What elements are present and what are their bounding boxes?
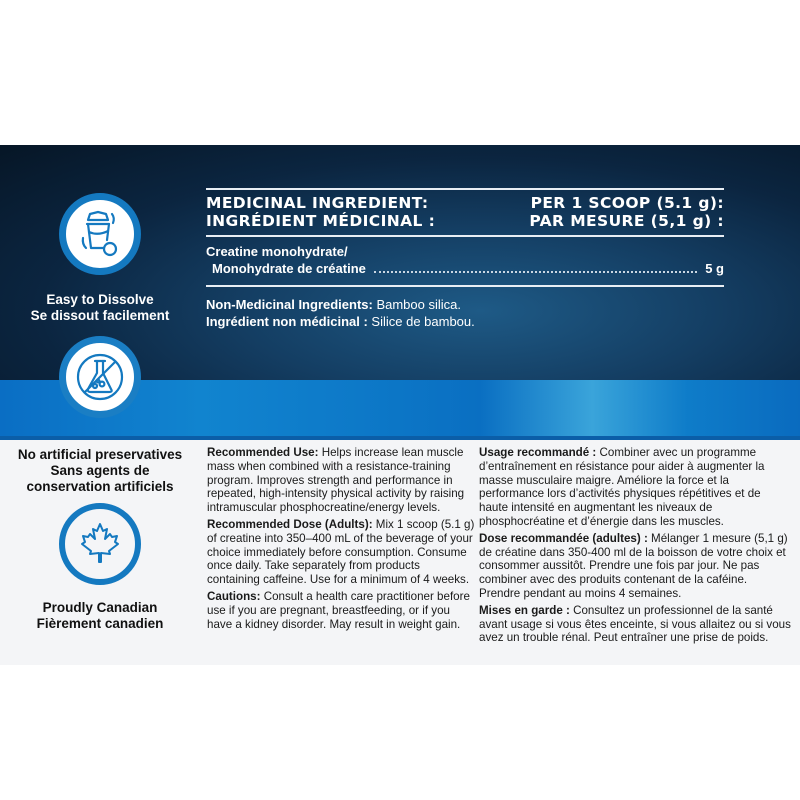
cautions-label-fr: Mises en garde : [479,603,570,617]
feature-no-preservatives-label [5,447,195,495]
ingredient-amount: 5 g [705,261,724,276]
header-medicinal-ingredient-fr: INGRÉDIENT MÉDICINAL : [206,212,436,230]
non-medicinal-en [206,296,724,313]
use-text-en: Helps increase lean muscle mass when combined with a resistance-training program. Improves strength and performance in repeated, high-intensity physical activity by raising intramuscular phosphocreatine/energy levels. [207,446,465,515]
feature-label-en: No artificial preservatives [17,447,183,462]
feature-easy-dissolve-label [5,292,195,324]
feature-label-fr: Se dissout facilement [30,308,170,323]
feature-label-fr-1: Sans agents de [50,463,150,478]
cautions-fr [479,604,791,645]
english-directions [207,446,475,634]
dissolve-badge [59,193,141,275]
ingredient-name-fr: Monohydrate de créatine [212,261,366,276]
header-left [206,194,435,230]
recommended-use-en [207,446,475,515]
cautions-text-en: Consult a health care practitioner before use if you are pregnant, breastfeeding, or if you have a kidney disorder. May result in weight gain. [207,589,470,631]
no-chemicals-flask-icon [74,351,126,403]
non-medicinal-en-value: Bamboo silica. [372,297,461,312]
non-medicinal-fr [206,313,724,330]
non-medicinal-fr-value: Silice de bambou. [367,314,475,329]
table-header [206,190,724,235]
non-medicinal-en-label: Non-Medicinal Ingredients: [206,297,373,312]
non-medicinal-fr-label: Ingrédient non médicinal : [206,314,368,329]
maple-leaf-icon [74,518,126,570]
dose-text-fr: Mélanger 1 mesure (5,1 g) de créatine dans 350-400 ml de la boisson de votre choix et consommer aussitôt. Prendre une fois par jour. Ne pas combiner avec des produits contenant de la caféine. Prendre pendant au moins 4 semaines. [479,531,788,600]
feature-label-fr: Fièrement canadien [36,616,164,631]
dot-leader [374,270,697,273]
dose-label-en: Recommended Dose (Adults): [207,517,373,531]
canadian-badge [59,503,141,585]
header-medicinal-ingredient-en: MEDICINAL INGREDIENT: [206,194,429,212]
feature-label-en: Proudly Canadian [42,600,158,615]
french-directions [479,446,791,648]
use-label-fr: Usage recommandé : [479,446,597,459]
cautions-en [207,590,475,631]
feature-label-fr-2: conservation artificiels [26,479,174,494]
recommended-use-fr [479,446,791,529]
use-text-fr: Combiner avec un programme d’entraînement en résistance pour aider à augmenter la masse musculaire maigre. Améliore la force et la performance lors d’activités physiques répétitives et de haute intensité en augmentant les niveaux de phosphocréatine et d’énergie dans les muscles. [479,446,765,528]
medicinal-ingredients-table [206,188,724,330]
ingredient-line [206,260,724,277]
dose-label-fr: Dose recommandée (adultes) : [479,531,648,545]
feature-label-en: Easy to Dissolve [46,292,154,307]
header-right [529,194,724,230]
non-medicinal-ingredients [206,287,724,330]
header-per-scoop-fr: PAR MESURE (5,1 g) : [529,212,724,230]
cautions-text-fr: Consultez un professionnel de la santé avant usage si vous êtes enceinte, si vous allaitez ou si vous avez un trouble rénal. Peut entraîner une prise de poids. [479,603,791,645]
recommended-dose-fr [479,532,791,601]
ingredient-name-en: Creatine monohydrate/ [206,244,348,259]
recommended-dose-en [207,518,475,587]
ingredient-row [206,237,724,285]
feature-canadian-label [5,600,195,632]
preservatives-badge [59,336,141,418]
dose-text-en: Mix 1 scoop (5.1 g) of creatine into 350–400 mL of the beverage of your choice immediately before consumption. Consume once daily. Take separately from products containing caffeine. Use for a minimum of 4 weeks. [207,517,475,587]
cautions-label-en: Cautions: [207,589,261,603]
use-label-en: Recommended Use: [207,446,319,459]
header-per-scoop-en: PER 1 SCOOP (5.1 g): [530,194,724,212]
shaker-cup-icon [74,208,126,260]
